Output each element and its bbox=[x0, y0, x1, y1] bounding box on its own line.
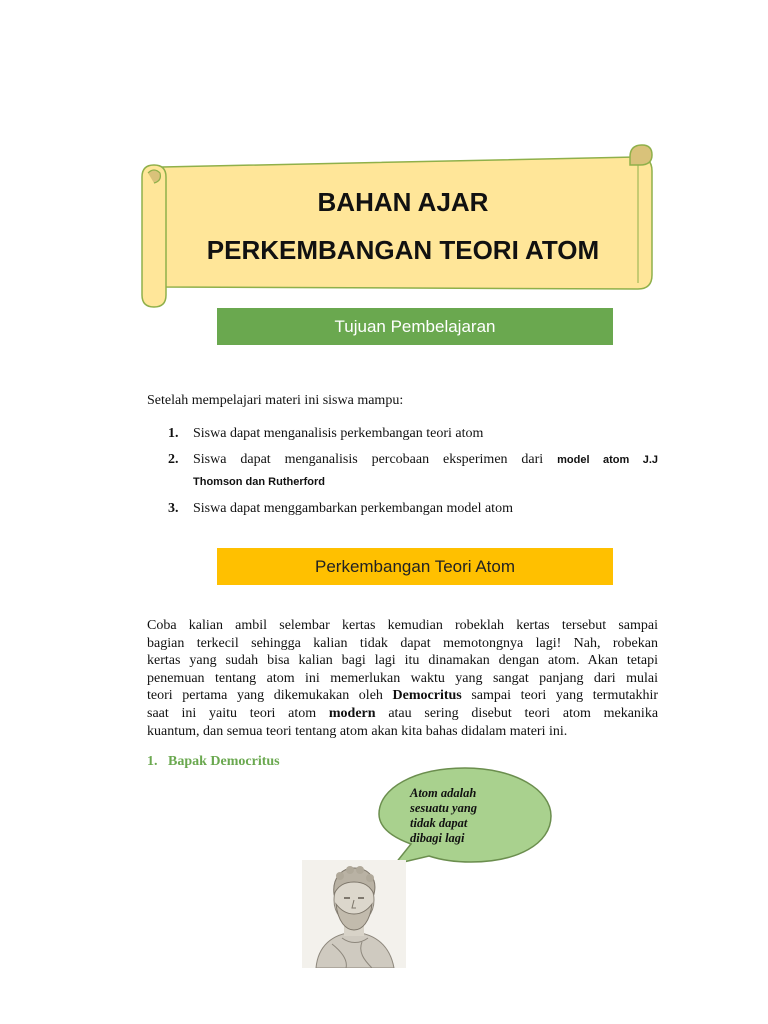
paragraph-line: penemuan tentang atom ini memerlukan waktu yang sangat panjang dari mulai bbox=[147, 670, 658, 686]
objective-text-b: model atom J.J bbox=[557, 454, 658, 466]
bubble-text bbox=[410, 786, 520, 846]
section-banner: Perkembangan Teori Atom bbox=[217, 548, 613, 585]
objective-text: Siswa dapat menggambarkan perkembangan model atom bbox=[193, 501, 513, 516]
paragraph-line: kertas yang sudah bisa kalian bagi lagi itu dinamakan dengan atom. Akan tetapi bbox=[147, 653, 658, 669]
title-line-2: PERKEMBANGAN TEORI ATOM bbox=[206, 235, 600, 265]
modern-word: modern bbox=[328, 705, 376, 721]
paragraph-line: bagian terkecil sehingga kalian tidak dapat memotongnya lagi! Nah, robekan bbox=[147, 635, 658, 651]
objective-number: 1. bbox=[168, 426, 179, 441]
objective-text: Siswa dapat menganalisis perkembangan teori atom bbox=[193, 426, 484, 441]
title-scroll bbox=[140, 143, 656, 309]
paragraph-text: saat ini yaitu teori atom bbox=[147, 705, 317, 721]
paragraph-line: Coba kalian ambil selembar kertas kemudian robeklah kertas tersebut sampai bbox=[147, 618, 658, 633]
paragraph-text: teori pertama yang dikemukakan oleh bbox=[147, 688, 383, 704]
bubble-line: tidak dapat bbox=[410, 816, 468, 830]
objective-text-c: Thomson dan Rutherford bbox=[193, 476, 325, 488]
objectives-banner: Tujuan Pembelajaran bbox=[217, 308, 613, 345]
bubble-line: dibagi lagi bbox=[410, 831, 465, 845]
bubble-line: Atom adalah bbox=[410, 786, 477, 800]
intro-text: Setelah mempelajari materi ini siswa mampu: bbox=[147, 393, 404, 408]
objective-number: 2. bbox=[168, 452, 179, 467]
objective-text-a: Siswa dapat menganalisis percobaan eksperimen dari bbox=[193, 452, 544, 467]
paragraph-text: sampai teori yang termutakhir bbox=[471, 688, 659, 704]
scroll-shape bbox=[140, 143, 656, 309]
bubble-line: sesuatu yang bbox=[410, 801, 478, 815]
democritus-bust-image bbox=[302, 860, 406, 968]
objective-number: 3. bbox=[168, 501, 179, 516]
democritus-name: Democritus bbox=[392, 688, 462, 704]
paragraph-line: kuantum, dan semua teori tentang atom akan kita bahas didalam materi ini. bbox=[147, 723, 568, 739]
paragraph-line bbox=[147, 687, 658, 705]
title-line-1: BAHAN AJAR bbox=[317, 187, 489, 217]
objective-text bbox=[193, 452, 658, 468]
subsection-title: Bapak Democritus bbox=[168, 754, 280, 769]
paragraph-line bbox=[147, 705, 658, 723]
subsection-number: 1. bbox=[147, 754, 158, 769]
body-paragraph bbox=[147, 617, 658, 740]
subsection-heading bbox=[147, 754, 280, 770]
paragraph-text: atau sering disebut teori atom mekanika bbox=[388, 705, 659, 721]
